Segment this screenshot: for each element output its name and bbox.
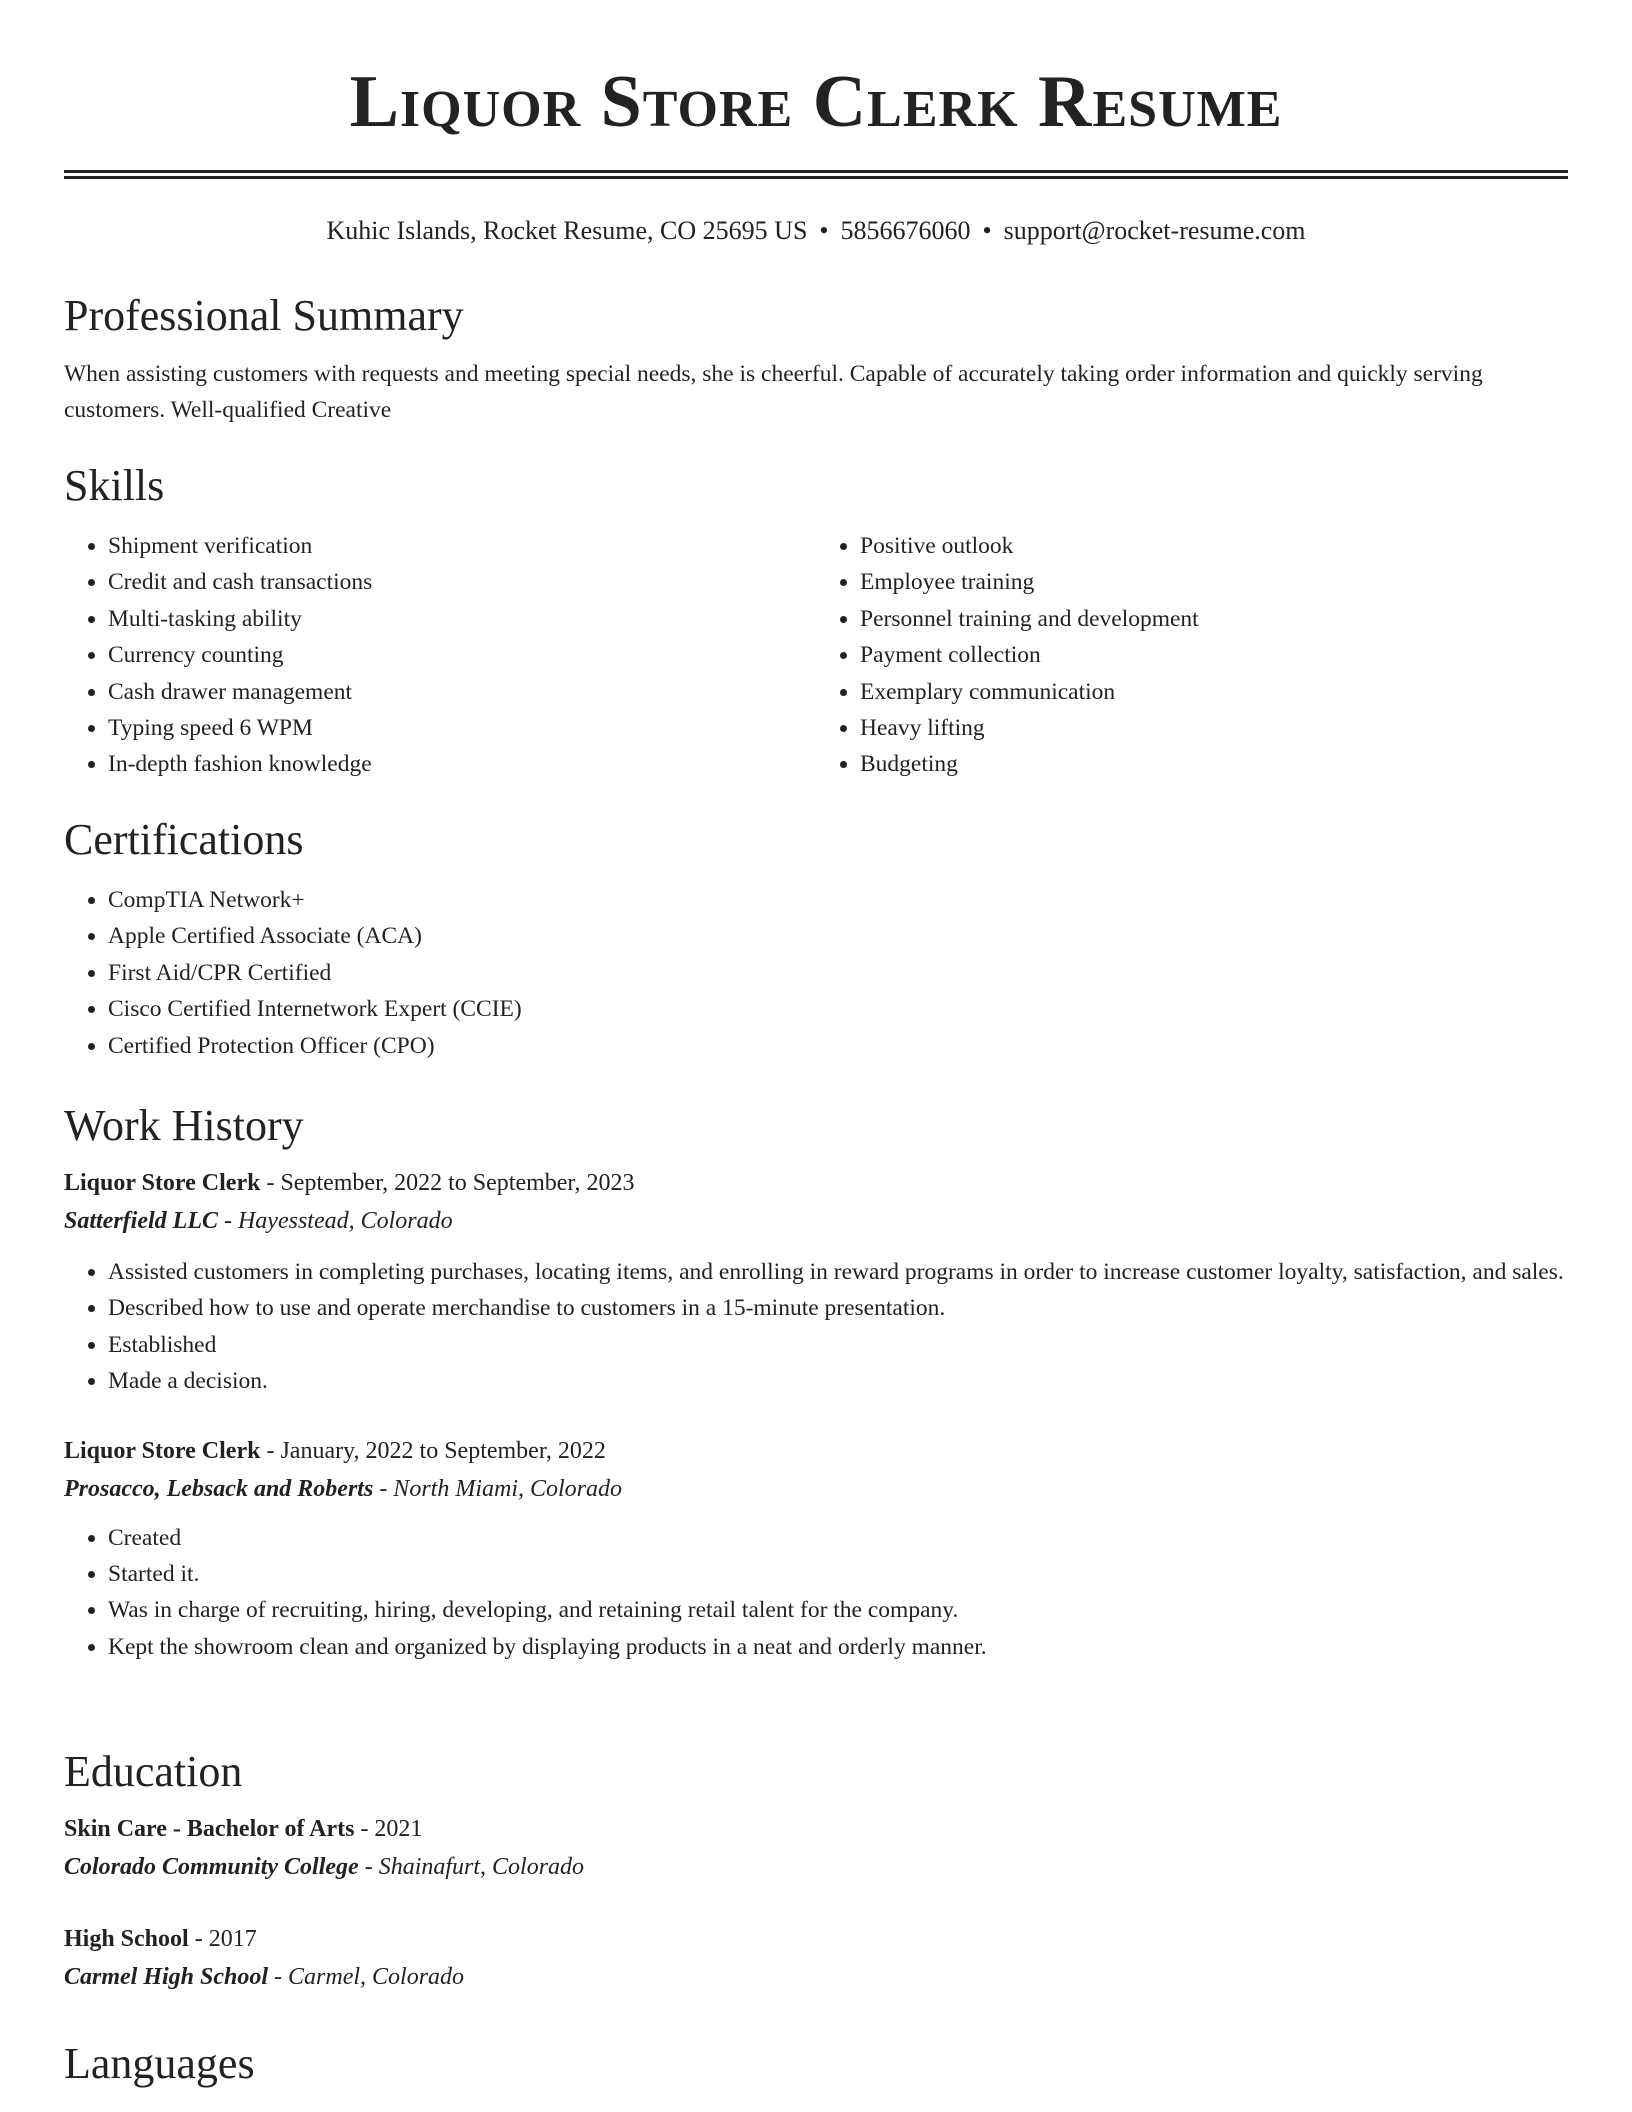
- job-employer: [64, 1202, 1568, 1240]
- contact-separator: •: [819, 216, 829, 245]
- skill-item: • Credit and cash transactions: [108, 564, 816, 600]
- education-school: Carmel High School: [64, 1964, 269, 1990]
- skills-list-left: [64, 528, 816, 783]
- skill-item: • Positive outlook: [860, 528, 1568, 564]
- skill-item: • Cash drawer management: [108, 674, 816, 710]
- contact-email[interactable]: support@rocket-resume.com: [1003, 216, 1306, 245]
- job-location: - Hayesstead, Colorado: [217, 1208, 453, 1234]
- education-school: Colorado Community College: [64, 1854, 359, 1880]
- job-header: [64, 1432, 1568, 1470]
- education-entry: [64, 1920, 1568, 1996]
- job-header: [64, 1164, 1568, 1202]
- skill-item: • Shipment verification: [108, 528, 816, 564]
- skill-item: • Currency counting: [108, 637, 816, 673]
- job-title: Liquor Store Clerk: [64, 1170, 261, 1196]
- skill-item: • Heavy lifting: [860, 710, 1568, 746]
- job-bullet: • Made a decision.: [108, 1363, 1568, 1399]
- contact-phone: 5856676060: [840, 216, 971, 245]
- job-bullet: • Was in charge of recruiting, hiring, developing, and retaining retail talent for the company.: [108, 1592, 1568, 1628]
- education-header: [64, 1810, 1568, 1848]
- section-heading-education: Education: [64, 1747, 243, 1796]
- section-heading-summary: Professional Summary: [64, 291, 464, 340]
- job-title: Liquor Store Clerk: [64, 1437, 261, 1464]
- job-dates: - January, 2022 to September, 2022: [260, 1437, 606, 1464]
- job-bullet: • Started it.: [108, 1556, 1568, 1592]
- certification-item: • Certified Protection Officer (CPO): [108, 1028, 1568, 1064]
- education-header: [64, 1920, 1568, 1958]
- education-year: - 2017: [188, 1926, 257, 1952]
- languages-section: [64, 2036, 1568, 2092]
- certification-item: • First Aid/CPR Certified: [108, 955, 1568, 991]
- section-heading-work-history: Work History: [64, 1101, 304, 1150]
- skill-item: • Personnel training and development: [860, 601, 1568, 637]
- skills-section: [64, 458, 1568, 783]
- certification-item: • Cisco Certified Internetwork Expert (CCIE): [108, 991, 1568, 1027]
- skill-item: • Employee training: [860, 564, 1568, 600]
- education-year: - 2021: [354, 1816, 423, 1842]
- section-heading-skills: Skills: [64, 461, 165, 510]
- skill-item: • Budgeting: [860, 746, 1568, 782]
- skill-item: • Exemplary communication: [860, 674, 1568, 710]
- job-company: Satterfield LLC: [64, 1208, 218, 1234]
- section-heading-certifications: Certifications: [64, 815, 304, 864]
- skills-columns: [64, 528, 1568, 783]
- job-employer: [64, 1470, 1568, 1508]
- skill-item: • Payment collection: [860, 637, 1568, 673]
- education-location: - Shainafurt, Colorado: [358, 1854, 585, 1880]
- education-section: [64, 1744, 1568, 1996]
- education-entry: [64, 1810, 1568, 1886]
- skills-list-right: [816, 528, 1568, 783]
- job-dates: - September, 2022 to September, 2023: [260, 1170, 635, 1196]
- job-location: - North Miami, Colorado: [373, 1475, 622, 1502]
- education-degree: High School: [64, 1926, 189, 1952]
- job-entry: [64, 1164, 1568, 1400]
- title-divider: [64, 170, 1568, 179]
- resume-title: Liquor Store Clerk Resume: [349, 61, 1283, 143]
- section-heading-languages: Languages: [64, 2039, 255, 2088]
- contact-address: Kuhic Islands, Rocket Resume, CO 25695 US: [326, 216, 808, 245]
- job-bullet: • Established: [108, 1327, 1568, 1363]
- education-school-line: [64, 1958, 1568, 1996]
- education-degree: Skin Care - Bachelor of Arts: [64, 1816, 355, 1842]
- job-entry: [64, 1432, 1568, 1666]
- certification-item: • Apple Certified Associate (ACA): [108, 918, 1568, 954]
- contact-separator: •: [982, 216, 992, 245]
- skill-item: • Multi-tasking ability: [108, 601, 816, 637]
- contact-line: [64, 215, 1568, 247]
- skill-item: • In-depth fashion knowledge: [108, 746, 816, 782]
- summary-text: When assisting customers with requests and meeting special needs, she is cheerful. Capable of accurately taking order information and quickly serving customers. Well-qualified Creative: [64, 361, 1483, 423]
- skill-item: • Typing speed 6 WPM: [108, 710, 816, 746]
- education-location: - Carmel, Colorado: [268, 1964, 465, 1990]
- job-bullets: [64, 1520, 1568, 1666]
- job-bullets: [64, 1254, 1568, 1400]
- job-company: Prosacco, Lebsack and Roberts: [64, 1475, 374, 1502]
- work-history-section: [64, 1098, 1568, 1665]
- summary-section: [64, 288, 1568, 428]
- job-bullet: • Created: [108, 1520, 1568, 1556]
- resume-page: [64, 0, 1568, 2088]
- certifications-section: [64, 812, 1568, 1064]
- certifications-list: [64, 882, 1568, 1064]
- job-bullet: • Kept the showroom clean and organized by displaying products in a neat and orderly manner.: [108, 1629, 1568, 1665]
- job-bullet: • Assisted customers in completing purchases, locating items, and enrolling in reward programs in order to increase customer loyalty, satisfaction, and sales.: [108, 1254, 1568, 1290]
- certification-item: • CompTIA Network+: [108, 882, 1568, 918]
- education-school-line: [64, 1848, 1568, 1886]
- job-bullet: • Described how to use and operate merchandise to customers in a 15-minute presentation.: [108, 1290, 1568, 1326]
